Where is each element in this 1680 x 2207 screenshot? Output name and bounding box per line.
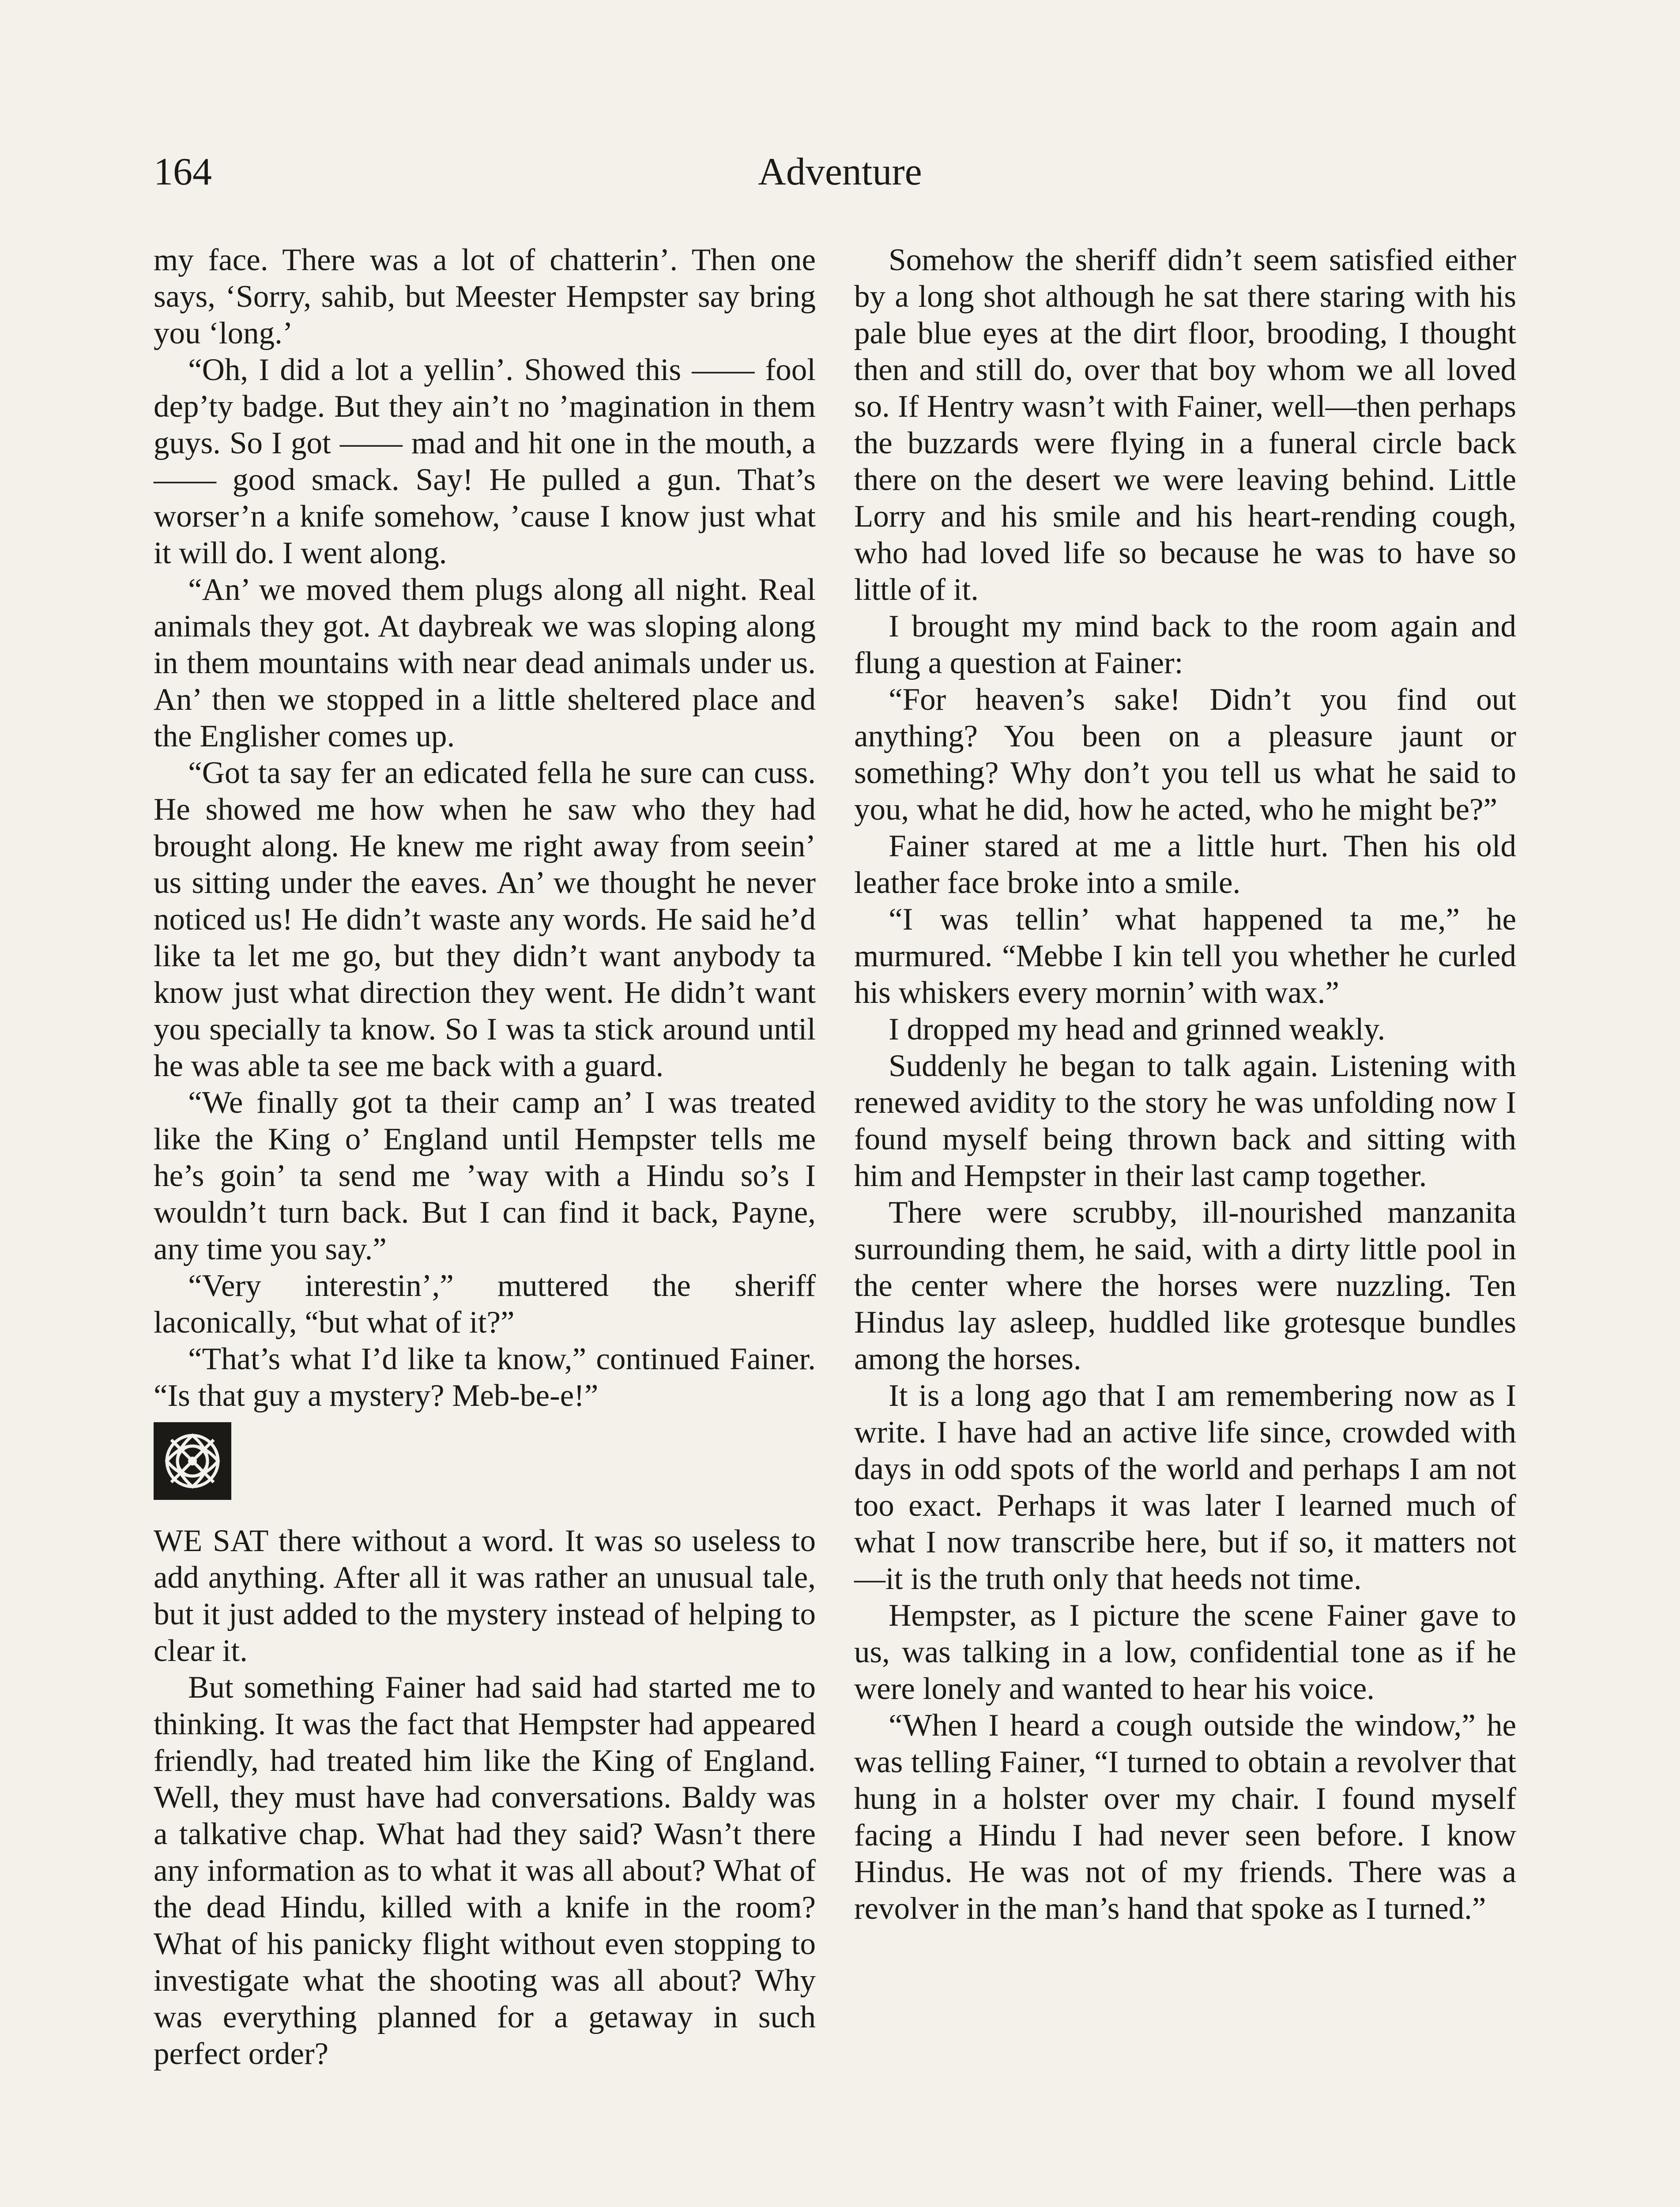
paragraph: “We finally got ta their camp an’ I was treated like the King o’ England until Hempster tells me he’s goin’ ta send me ’way with a Hindu so’s I wouldn’t turn back. But I can find it back, Payne, any time you say.” <box>154 1085 816 1266</box>
page-number: 164 <box>154 151 212 193</box>
running-title: Adventure <box>758 151 922 193</box>
paragraph: “An’ we moved them plugs along all night. Real animals they got. At daybreak we was sloping along in them mountains with near dead animals under us. An’ then we stopped in a little sheltered place and the Englisher comes up. <box>154 572 816 753</box>
paragraph: I dropped my head and grinned weakly. <box>889 1012 1386 1047</box>
section-opening-paragraph: WE SAT there without a word. It was so useless to add anything. After all it was rather an unusual tale, but it just added to the mystery instead of helping to clear it. <box>154 1524 816 1668</box>
page-header <box>154 146 1526 207</box>
paragraph: Fainer stared at me a little hurt. Then his old leather face broke into a smile. <box>854 829 1516 900</box>
paragraph: “For heaven’s sake! Didn’t you find out anything? You been on a pleasure jaunt or something? Why don’t you tell us what he said to you, what he did, how he acted, who he might be?” <box>854 682 1516 827</box>
paragraph: “Very interestin’,” muttered the sheriff laconically, “but what of it?” <box>154 1269 816 1340</box>
paragraph: Somehow the sheriff didn’t seem satisfied either by a long shot although he sat there staring with his pale blue eyes at the dirt floor, brooding, I thought then and still do, over that boy whom we all loved so. If Hentry wasn’t with Fainer, well—then perhaps the buzzards were flying in a funeral circle back there on the desert we were leaving behind. Little Lorry and his smile and his heart-rending cough, who had loved life so because he was to have so little of it. <box>854 243 1516 607</box>
paragraph: There were scrubby, ill-nourished manzanita surrounding them, he said, with a dirty little pool in the center where the horses were nuzzling. Ten Hindus lay asleep, huddled like grotesque bundles among the horses. <box>854 1195 1516 1376</box>
paragraph: “That’s what I’d like ta know,” continued Fainer. “Is that guy a mystery? Meb-be-e!” <box>154 1342 816 1413</box>
paragraph: “When I heard a cough outside the window,” he was telling Fainer, “I turned to obtain a revolver that hung in a holster over my chair. I found myself facing a Hindu I had never seen before. I know Hindus. He was not of my friends. There was a revolver in the man’s hand that spoke as I turned.” <box>854 1708 1516 1926</box>
paragraph: Suddenly he began to talk again. Listening with renewed avidity to the story he was unfolding now I found myself being thrown back and sitting with him and Hempster in their last camp together. <box>854 1049 1516 1193</box>
section-ornament-icon <box>154 1422 231 1500</box>
paragraph: “Got ta say fer an edicated fella he sure can cuss. He showed me how when he saw who they had brought along. He knew me right away from seein’ us sitting under the eaves. An’ we thought he never noticed us! He didn’t waste any words. He said he’d like ta let me go, but they didn’t want anybody ta know just what direction they went. He didn’t want you specially ta know. So I was ta stick around until he was able ta see me back with a guard. <box>154 756 816 1083</box>
paragraph: Hempster, as I picture the scene Fainer gave to us, was talking in a low, confidential tone as if he were lonely and wanted to hear his voice. <box>854 1598 1516 1706</box>
paragraph: “I was tellin’ what happened ta me,” he murmured. “Mebbe I kin tell you whether he curled his whiskers every mornin’ with wax.” <box>854 902 1516 1010</box>
paragraph: It is a long ago that I am remembering now as I write. I have had an active life since, crowded with days in odd spots of the world and perhaps I am not too exact. Perhaps it was later I learned much of what I now transcribe here, but if so, it matters not—it is the truth only that heeds not time. <box>854 1378 1516 1596</box>
paragraph: But something Fainer had said had started me to thinking. It was the fact that Hempster had appeared friendly, had treated him like the King of England. Well, they must have had conversations. Baldy was a talkative chap. What had they said? Wasn’t there any information as to what it was all about? What of the dead Hindu, killed with a knife in the room? What of his panicky flight without even stopping to investigate what the shooting was all about? Why was everything planned for a getaway in such perfect order? <box>154 1670 816 2071</box>
left-column <box>154 242 816 2072</box>
paragraph: “Oh, I did a lot a yellin’. Showed this —— fool dep’ty badge. But they ain’t no ’magination in them guys. So I got —— mad and hit one in the mouth, a —— good smack. Say! He pulled a gun. That’s worser’n a knife somehow, ’cause I know just what it will do. I went along. <box>154 353 816 570</box>
paragraph: I brought my mind back to the room again and flung a question at Fainer: <box>854 609 1516 680</box>
right-column <box>854 242 1516 1927</box>
paragraph: my face. There was a lot of chatterin’. Then one says, ‘Sorry, sahib, but Meester Hempster say bring you ‘long.’ <box>154 243 816 350</box>
